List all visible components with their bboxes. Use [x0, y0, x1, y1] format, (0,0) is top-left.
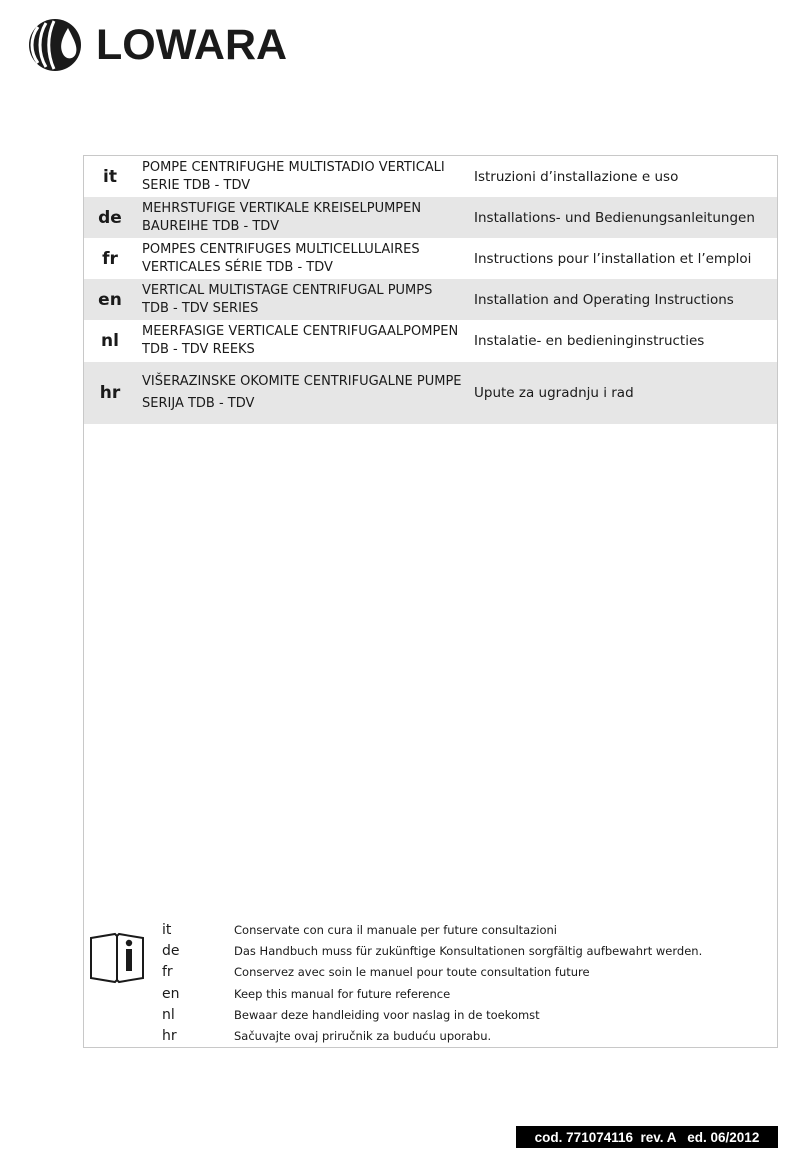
- product-title-line2: TDB - TDV SERIES: [142, 300, 259, 316]
- product-title-line1: POMPE CENTRIFUGHE MULTISTADIO VERTICALI: [142, 159, 445, 175]
- notice-language-code: nl: [162, 1007, 175, 1023]
- language-code: de: [98, 207, 122, 228]
- product-title-line2: BAUREIHE TDB - TDV: [142, 218, 279, 234]
- notice-row-de: [84, 941, 777, 962]
- notice-text: Bewaar deze handleiding voor naslag in de toekomst: [234, 1008, 540, 1022]
- notice-language-code: en: [162, 986, 180, 1002]
- notice-row-fr: [84, 962, 777, 983]
- notice-language-code: hr: [162, 1028, 177, 1044]
- manual-description: Installations- und Bedienungsanleitungen: [474, 209, 755, 226]
- product-title-line2: TDB - TDV REEKS: [142, 341, 255, 357]
- notice-row-hr: [84, 1026, 777, 1047]
- product-title: [142, 238, 462, 279]
- document-code-label: cod. 771074116 rev. A ed. 06/2012: [516, 1126, 778, 1148]
- lowara-emblem-icon: [28, 18, 84, 72]
- language-row-nl: [84, 320, 777, 361]
- product-title-line2: VERTICALES SÉRIE TDB - TDV: [142, 259, 333, 275]
- language-code: nl: [101, 330, 119, 351]
- product-title-line1: MEERFASIGE VERTICALE CENTRIFUGAALPOMPEN: [142, 323, 459, 339]
- notice-row-en: [84, 984, 777, 1005]
- language-row-fr: [84, 238, 777, 279]
- language-row-it: [84, 156, 777, 197]
- language-panel: [83, 155, 778, 1048]
- notice-row-nl: [84, 1005, 777, 1026]
- product-title: [142, 279, 462, 320]
- product-title-line1: MEHRSTUFIGE VERTIKALE KREISELPUMPEN: [142, 200, 422, 216]
- notice-row-it: [84, 920, 777, 941]
- language-row-de: [84, 197, 777, 238]
- product-title-line2: SERIJA TDB - TDV: [142, 396, 255, 411]
- language-code: en: [98, 289, 122, 310]
- product-title: [142, 362, 462, 424]
- logo-wordmark: LOWARA: [96, 21, 288, 69]
- manual-description: Instalatie- en bedieninginstructies: [474, 332, 705, 349]
- notice-text: Keep this manual for future reference: [234, 987, 451, 1001]
- notice-language-code: fr: [162, 964, 173, 980]
- product-title-line1: POMPES CENTRIFUGES MULTICELLULAIRES: [142, 241, 420, 257]
- notice-text: Sačuvajte ovaj priručnik za buduću uporabu.: [234, 1029, 492, 1043]
- manual-description: Instructions pour l’installation et l’emploi: [474, 250, 752, 267]
- lowara-logo: [28, 18, 318, 72]
- language-code: it: [103, 166, 117, 187]
- notice-text: Conservate con cura il manuale per future consultazioni: [234, 923, 557, 937]
- language-code: hr: [99, 383, 121, 403]
- manual-description: Installation and Operating Instructions: [474, 291, 734, 308]
- notice-text: Conservez avec soin le manuel pour toute consultation future: [234, 965, 590, 979]
- language-row-en: [84, 279, 777, 320]
- product-title-line2: SERIE TDB - TDV: [142, 177, 251, 193]
- language-row-hr: [84, 362, 777, 424]
- manual-description: Upute za ugradnju i rad: [474, 385, 634, 401]
- notice-language-code: it: [162, 922, 172, 938]
- product-title: [142, 320, 462, 361]
- product-title-line1: VERTICAL MULTISTAGE CENTRIFUGAL PUMPS: [142, 282, 433, 298]
- notice-text: Das Handbuch muss für zukünftige Konsultationen sorgfältig aufbewahrt werden.: [234, 944, 703, 958]
- product-title: [142, 156, 462, 197]
- notice-language-code: de: [162, 943, 180, 959]
- product-title-line1: VIŠERAZINSKE OKOMITE CENTRIFUGALNE PUMPE: [142, 374, 462, 389]
- product-title: [142, 197, 462, 238]
- manual-description: Istruzioni d’installazione e uso: [474, 168, 679, 185]
- language-code: fr: [102, 248, 118, 269]
- keep-manual-notice: [84, 916, 777, 1046]
